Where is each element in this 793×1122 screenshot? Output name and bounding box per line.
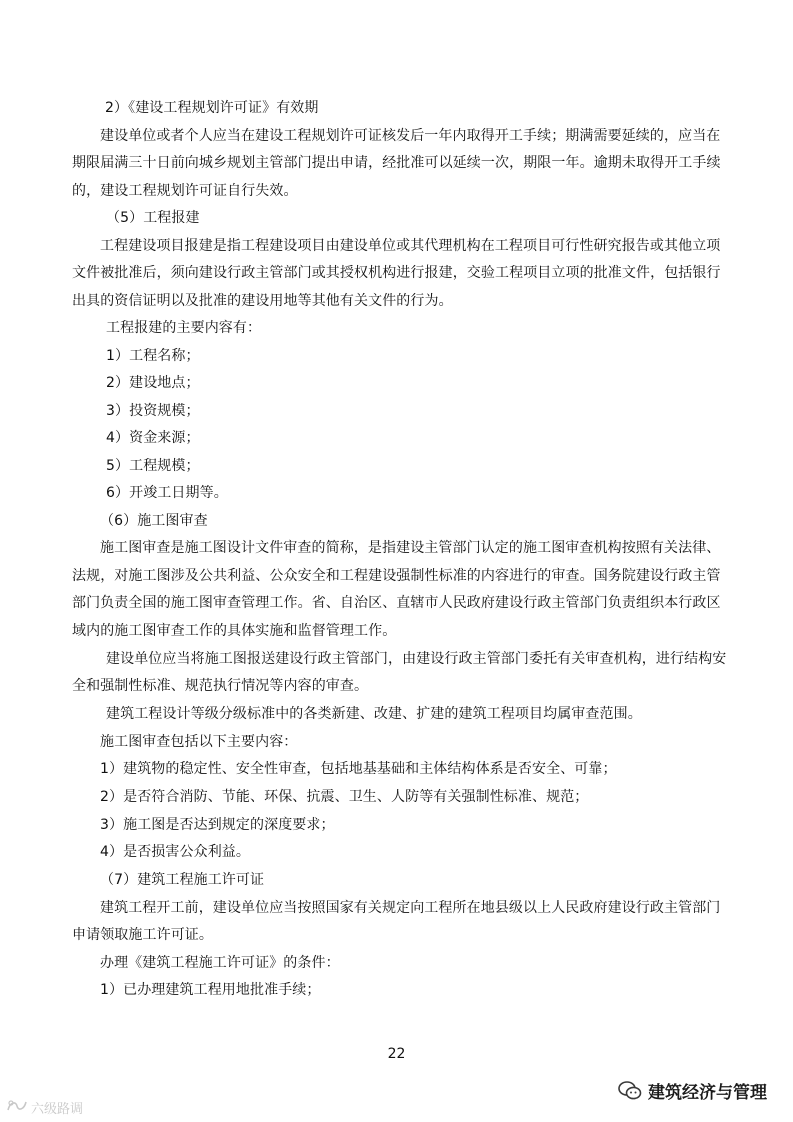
- page-number: 22: [387, 1046, 406, 1062]
- logo-icon: [6, 1099, 28, 1117]
- text-line: 全和强制性标准、规范执行情况等内容的审查。: [72, 678, 369, 694]
- watermark: [6, 1098, 83, 1117]
- list-item: 2）建设地点；: [106, 375, 200, 391]
- list-item: 4）资金来源；: [106, 430, 200, 446]
- text-line: 建筑工程开工前，建设单位应当按照国家有关规定向工程所在地县级以上人民政府建设行政主管部门: [100, 900, 721, 916]
- text-line: 施工图审查是施工图设计文件审查的简称，是指建设主管部门认定的施工图审查机构按照有关法律、: [100, 540, 721, 556]
- text-line: 文件被批准后，须向建设行政主管部门或其授权机构进行报建，交验工程项目立项的批准文件，包括银行: [72, 265, 721, 281]
- list-item: 3）施工图是否达到规定的深度要求；: [100, 817, 335, 833]
- text-line: 建筑工程设计等级分级标准中的各类新建、改建、扩建的建筑工程项目均属审查范围。: [106, 706, 642, 722]
- list-item: 3）投资规模；: [106, 403, 200, 419]
- text-line: 法规，对施工图涉及公共利益、公众安全和工程建设强制性标准的内容进行的审查。国务院建设行政主管: [72, 568, 721, 584]
- text-line: 2）《建设工程规划许可证》有效期: [105, 100, 319, 116]
- brand-name: 建筑经济与管理: [648, 1083, 767, 1103]
- text-line: 办理《建筑工程施工许可证》的条件：: [100, 955, 340, 971]
- section-heading: （6）施工图审查: [100, 513, 208, 529]
- list-item: 4）是否损害公众利益。: [100, 844, 251, 860]
- section-heading: （5）工程报建: [106, 210, 200, 226]
- list-item: 5）工程规模；: [106, 458, 200, 474]
- text-line: 申请领取施工许可证。: [72, 927, 213, 943]
- text-line: 建设单位应当将施工图报送建设行政主管部门，由建设行政主管部门委托有关审查机构，进行结构安: [106, 651, 727, 667]
- text-line: 施工图审查包括以下主要内容：: [100, 734, 298, 750]
- text-line: 工程报建的主要内容有：: [106, 320, 262, 336]
- list-item: 6）开竣工日期等。: [106, 485, 228, 501]
- list-item: 1）建筑物的稳定性、安全性审查，包括地基基础和主体结构体系是否安全、可靠；: [100, 761, 617, 777]
- text-line: 部门负责全国的施工图审查管理工作。省、自治区、直辖市人民政府建设行政主管部门负责组织本行政区: [72, 595, 721, 611]
- text-line: 的，建设工程规划许可证自行失效。: [72, 183, 298, 199]
- text-line: 期限届满三十日前向城乡规划主管部门提出申请，经批准可以延续一次，期限一年。逾期未取得开工手续: [72, 155, 721, 171]
- watermark-text: 六级路调: [31, 1102, 84, 1117]
- list-item: 1）已办理建筑工程用地批准手续；: [100, 982, 321, 998]
- chat-bubble-icon: [618, 1080, 642, 1102]
- list-item: 1）工程名称；: [106, 348, 200, 364]
- text-line: 工程建设项目报建是指工程建设项目由建设单位或其代理机构在工程项目可行性研究报告或其他立项: [100, 238, 721, 254]
- list-item: 2）是否符合消防、节能、环保、抗震、卫生、人防等有关强制性标准、规范；: [100, 789, 589, 805]
- brand-signature: [618, 1078, 767, 1103]
- section-heading: （7）建筑工程施工许可证: [100, 872, 265, 888]
- text-line: 建设单位或者个人应当在建设工程规划许可证核发后一年内取得开工手续；期满需要延续的，应当在: [100, 128, 721, 144]
- text-line: 域内的施工图审查工作的具体实施和监督管理工作。: [72, 623, 397, 639]
- text-line: 出具的资信证明以及批准的建设用地等其他有关文件的行为。: [72, 293, 453, 309]
